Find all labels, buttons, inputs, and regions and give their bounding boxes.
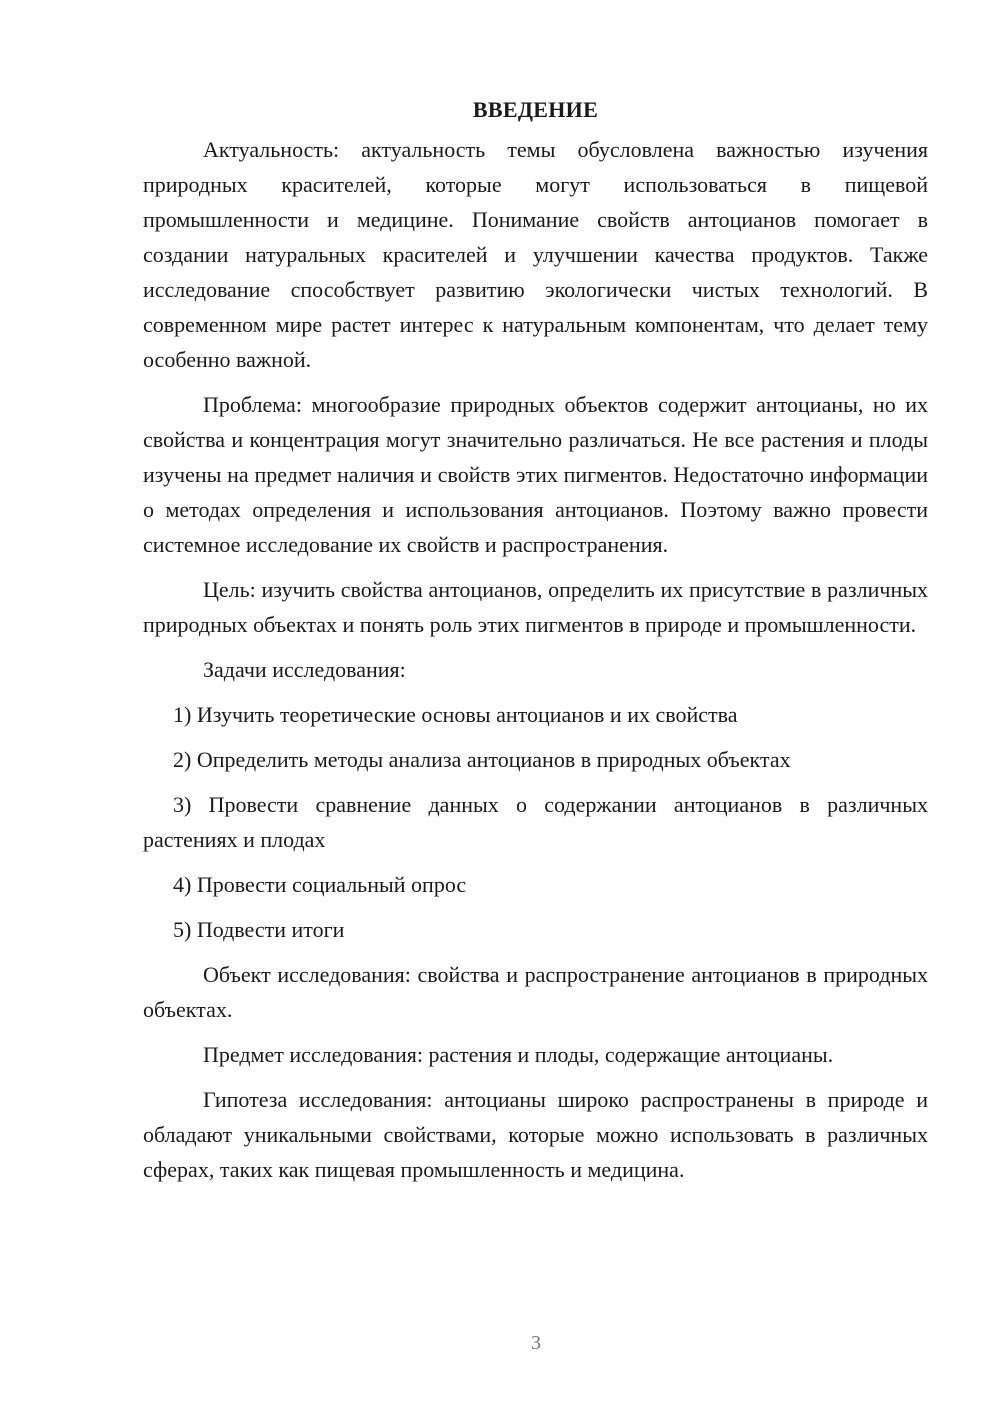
page-number: 3 (531, 1332, 541, 1354)
task-item-1: 1) Изучить теоретические основы антоцианов и их свойства (173, 702, 738, 727)
task-item-4: 4) Провести социальный опрос (173, 872, 467, 897)
task-item-2: 2) Определить методы анализа антоцианов в природных объектах (173, 747, 791, 772)
hypothesis-paragraph: Гипотеза исследования: антоцианы широко распространены в природе и обладают уникальными свойствами, которые можно использовать в различных сферах, таких как пищевая промышленность и медицина. (143, 1087, 928, 1182)
task-item-3: 3) Провести сравнение данных о содержании антоцианов в различных растениях и плодах (143, 792, 928, 852)
relevance-paragraph: Актуальность: актуальность темы обусловлена важностью изучения природных красителей, которые могут использоваться в пищевой промышленности и медицине. Понимание свойств антоцианов помогает в создании натуральных красителей и улучшении качества продуктов. Также исследование способствует развитию экологически чистых технологий. В современном мире растет интерес к натуральным компонентам, что делает тему особенно важной. (143, 137, 928, 372)
tasks-heading: Задачи исследования: (203, 657, 406, 682)
problem-paragraph: Проблема: многообразие природных объектов содержит антоцианы, но их свойства и концентрация могут значительно различаться. Не все растения и плоды изучены на предмет наличия и свойств этих пигментов. Недостаточно информации о методах определения и использования антоцианов. Поэтому важно провести системное исследование их свойств и распространения. (143, 392, 928, 557)
page-title: ВВЕДЕНИЕ (472, 97, 599, 122)
task-item-5: 5) Подвести итоги (173, 917, 345, 942)
subject-paragraph: Предмет исследования: растения и плоды, содержащие антоцианы. (203, 1042, 834, 1067)
goal-paragraph: Цель: изучить свойства антоцианов, определить их присутствие в различных природных объектах и понять роль этих пигментов в природе и промышленности. (143, 577, 928, 637)
document-page (143, 92, 928, 1197)
object-paragraph: Объект исследования: свойства и распространение антоцианов в природных объектах. (143, 962, 928, 1022)
